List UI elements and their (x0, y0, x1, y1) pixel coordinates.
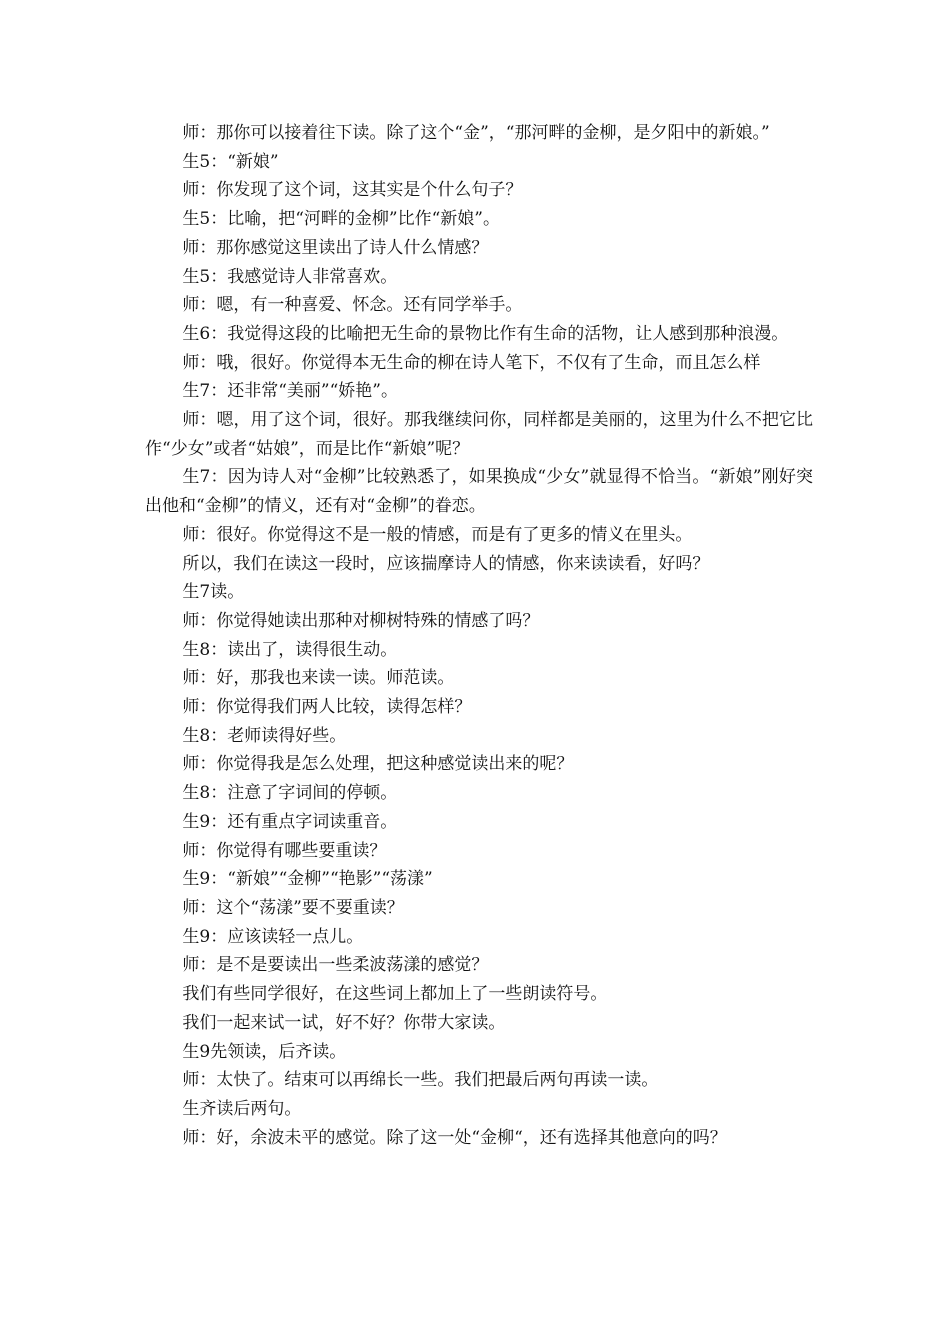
paragraph: 师：嗯，用了这个词，很好。那我继续问你，同样都是美丽的，这里为什么不把它比作“少女”或者“姑娘”，而是比作“新娘”呢？ (145, 410, 813, 459)
paragraph: 师：你觉得我是怎么处理，把这种感觉读出来的呢？ (182, 754, 574, 775)
paragraph: 所以，我们在读这一段时，应该揣摩诗人的情感，你来读读看，好吗？ (182, 553, 710, 574)
paragraph: 生7读。 (182, 582, 245, 603)
paragraph: 生7：还非常“美丽”“娇艳”。 (182, 381, 398, 402)
paragraph: 生9：应该读轻一点儿。 (182, 926, 364, 947)
paragraph: 师：很好。你觉得这不是一般的情感，而是有了更多的情义在里头。 (182, 524, 693, 545)
paragraph: 师：嗯，有一种喜爱、怀念。还有同学举手。 (182, 295, 523, 316)
paragraph: 生8：注意了字词间的停顿。 (182, 783, 398, 804)
paragraph: 师：是不是要读出一些柔波荡漾的感觉？ (182, 955, 489, 976)
paragraph: 生7：因为诗人对“金柳”比较熟悉了，如果换成“少女”就显得不恰当。“新娘”刚好突出他和“金柳”的情义，还有对“金柳”的眷恋。 (145, 467, 813, 517)
paragraph: 生9：“新娘”“金柳”“艳影”“荡漾” (182, 869, 433, 890)
document-body (145, 119, 813, 1152)
paragraph: 师：那你可以接着往下读。除了这个“金”，“那河畔的金柳，是夕阳中的新娘。” (182, 123, 770, 143)
paragraph: 生9先领读，后齐读。 (182, 1041, 347, 1062)
paragraph: 生8：读出了，读得很生动。 (182, 639, 398, 660)
paragraph: 师：哦，很好。你觉得本无生命的柳在诗人笔下，不仅有了生命，而且怎么样 (182, 352, 761, 373)
paragraph: 师：太快了。结束可以再绵长一些。我们把最后两句再读一读。 (182, 1070, 659, 1091)
paragraph: 师：你觉得她读出那种对柳树特殊的情感了吗？ (182, 610, 540, 631)
paragraph: 我们一起来试一试，好不好？你带大家读。 (182, 1012, 506, 1033)
paragraph: 生齐读后两句。 (182, 1098, 302, 1119)
paragraph: 师：这个“荡漾”要不要重读？ (182, 897, 404, 918)
paragraph: 师：好，余波未平的感觉。除了这一处“金柳“，还有选择其他意向的吗？ (182, 1127, 727, 1148)
paragraph: 师：你觉得有哪些要重读？ (182, 840, 387, 861)
paragraph: 生5：“新娘” (182, 151, 279, 172)
paragraph: 师：好，那我也来读一读。师范读。 (182, 668, 455, 689)
paragraph: 师：你发现了这个词，这其实是个什么句子？ (182, 180, 523, 201)
paragraph: 生9：还有重点字词读重音。 (182, 811, 398, 832)
paragraph: 生5：我感觉诗人非常喜欢。 (182, 266, 398, 287)
paragraph: 我们有些同学很好，在这些词上都加上了一些朗读符号。 (182, 984, 608, 1005)
paragraph: 生8：老师读得好些。 (182, 725, 347, 746)
paragraph: 师：你觉得我们两人比较，读得怎样？ (182, 697, 472, 718)
paragraph: 生6：我觉得这段的比喻把无生命的景物比作有生命的活物，让人感到那种浪漫。 (182, 323, 789, 344)
paragraph: 生5：比喻，把“河畔的金柳”比作“新娘”。 (182, 209, 500, 230)
paragraph: 师：那你感觉这里读出了诗人什么情感？ (182, 237, 489, 258)
